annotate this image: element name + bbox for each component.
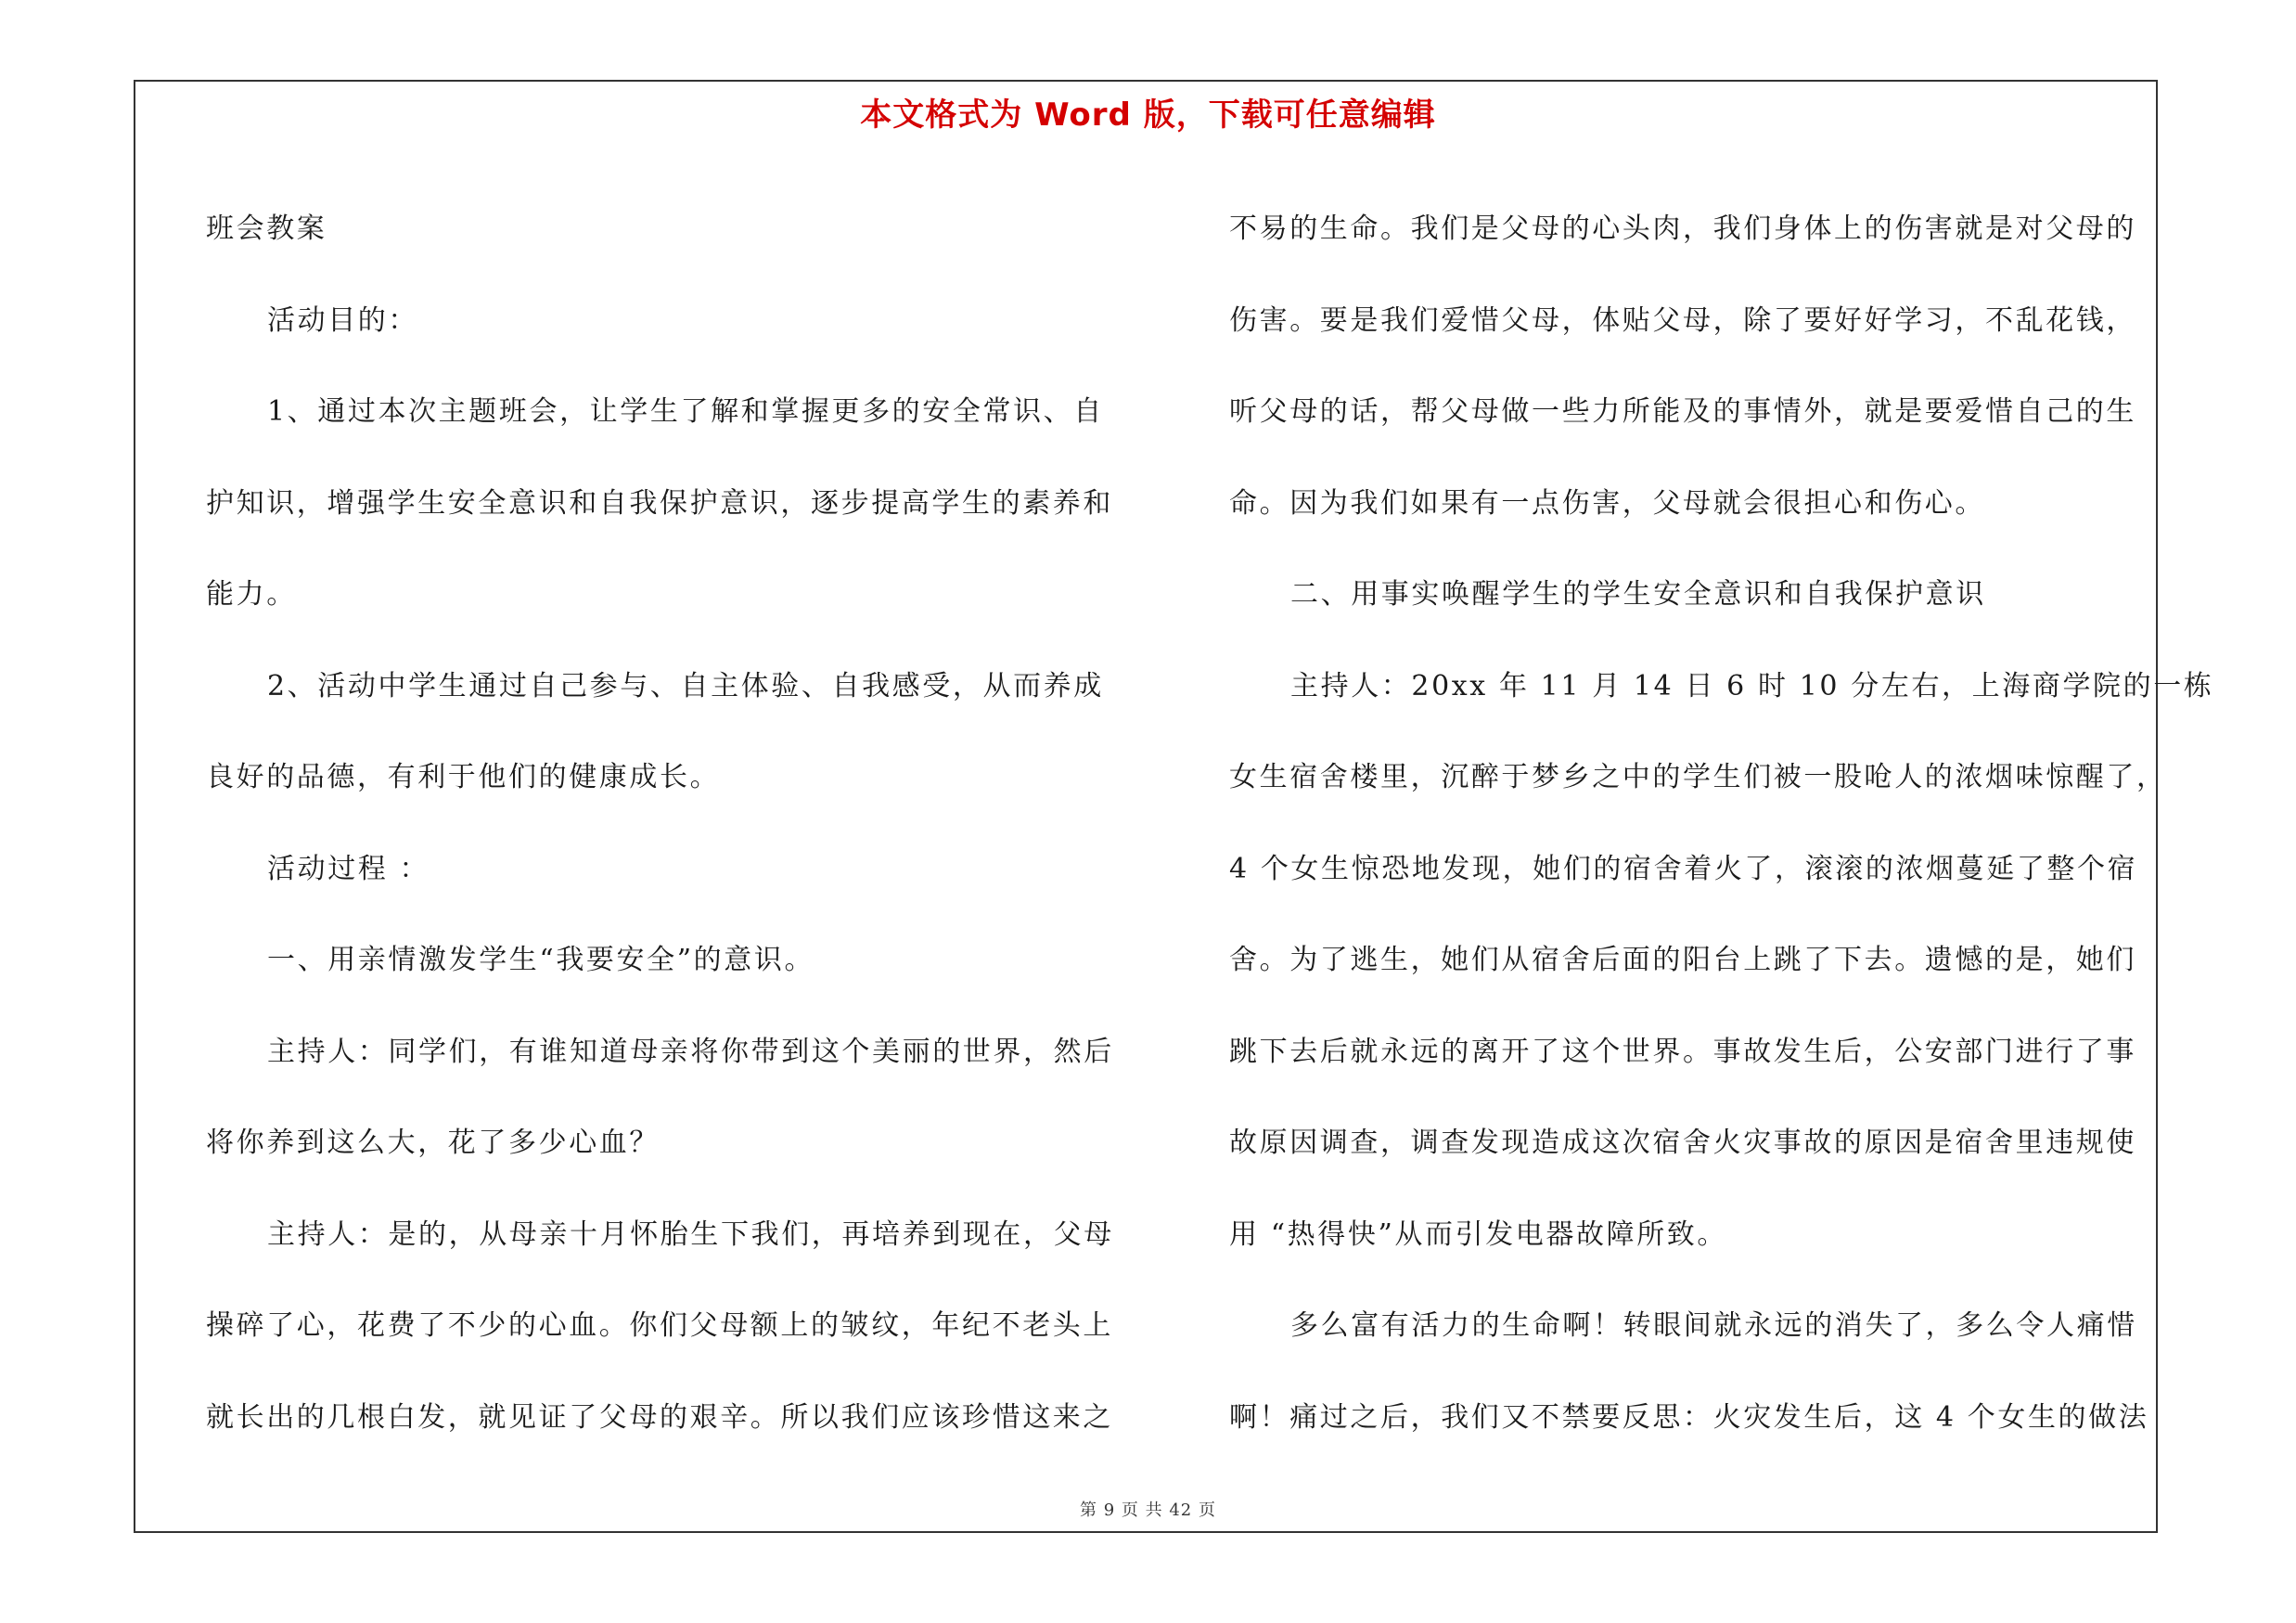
paragraph-line: 听父母的话，帮父母做一些力所能及的事情外，就是要爱惜自己的生 <box>1229 395 2136 428</box>
paragraph-line: 女生宿舍楼里，沉醉于梦乡之中的学生们被一股呛人的浓烟味惊醒了， <box>1229 761 2167 793</box>
paragraph-line: 多么富有活力的生命啊！转眼间就永远的消失了，多么令人痛惜 <box>1290 1309 2137 1342</box>
paragraph-line: 命。因为我们如果有一点伤害，父母就会很担心和伤心。 <box>1229 486 1985 520</box>
paragraph-line: 活动目的： <box>267 303 418 337</box>
paragraph-line: 二、用事实唤醒学生的学生安全意识和自我保护意识 <box>1290 578 1986 611</box>
paragraph-line: 故原因调查，调查发现造成这次宿舍火灾事故的原因是宿舍里违规使 <box>1229 1127 2136 1159</box>
paragraph-line: 操碎了心，花费了不少的心血。你们父母额上的皱纹，年纪不老头上 <box>206 1309 1113 1342</box>
paragraph-line: 主持人：是的，从母亲十月怀胎生下我们，再培养到现在，父母 <box>267 1217 1114 1251</box>
paragraph-line: 能力。 <box>206 578 297 611</box>
paragraph-line: 4 个女生惊恐地发现，她们的宿舍着火了，滚滚的浓烟蔓延了整个宿 <box>1229 852 2138 885</box>
right-column <box>1229 184 2214 1463</box>
paragraph-line: 主持人：20xx 年 11 月 14 日 6 时 10 分左右，上海商学院的一栋 <box>1290 669 2214 702</box>
paragraph-line: 2、活动中学生通过自己参与、自主体验、自我感受，从而养成 <box>267 669 1104 702</box>
page-number-footer: 第 9 页 共 42 页 <box>1080 1501 1216 1520</box>
paragraph-line: 不易的生命。我们是父母的心头肉，我们身体上的伤害就是对父母的 <box>1229 213 2136 245</box>
paragraph-line: 班会教案 <box>206 213 327 245</box>
paragraph-line: 跳下去后就永远的离开了这个世界。事故发生后，公安部门进行了事 <box>1229 1035 2136 1068</box>
paragraph-line: 活动过程 ： <box>267 852 430 885</box>
paragraph-line: 啊！痛过之后，我们又不禁要反思：火灾发生后，这 4 个女生的做法 <box>1229 1400 2149 1434</box>
format-banner: 本文格式为 Word 版，下载可任意编辑 <box>860 97 1436 134</box>
left-column <box>206 184 1126 1463</box>
paragraph-line: 用 “热得快”从而引发电器故障所致。 <box>1229 1217 1728 1251</box>
paragraph-line: 护知识，增强学生安全意识和自我保护意识，逐步提高学生的素养和 <box>206 486 1113 520</box>
paragraph-line: 1、通过本次主题班会，让学生了解和掌握更多的安全常识、自 <box>267 395 1104 428</box>
paragraph-line: 将你养到这么大，花了多少心血？ <box>206 1127 660 1159</box>
paragraph-line: 一、用亲情激发学生“我要安全”的意识。 <box>267 944 815 976</box>
paragraph-line: 舍。为了逃生，她们从宿舍后面的阳台上跳了下去。遗憾的是，她们 <box>1229 944 2136 976</box>
paragraph-line: 就长出的几根白发，就见证了父母的艰辛。所以我们应该珍惜这来之 <box>206 1400 1113 1434</box>
paragraph-line: 伤害。要是我们爱惜父母，体贴父母，除了要好好学习，不乱花钱， <box>1229 303 2136 337</box>
paragraph-line: 良好的品德，有利于他们的健康成长。 <box>206 761 721 793</box>
paragraph-line: 主持人：同学们，有谁知道母亲将你带到这个美丽的世界，然后 <box>267 1035 1114 1068</box>
